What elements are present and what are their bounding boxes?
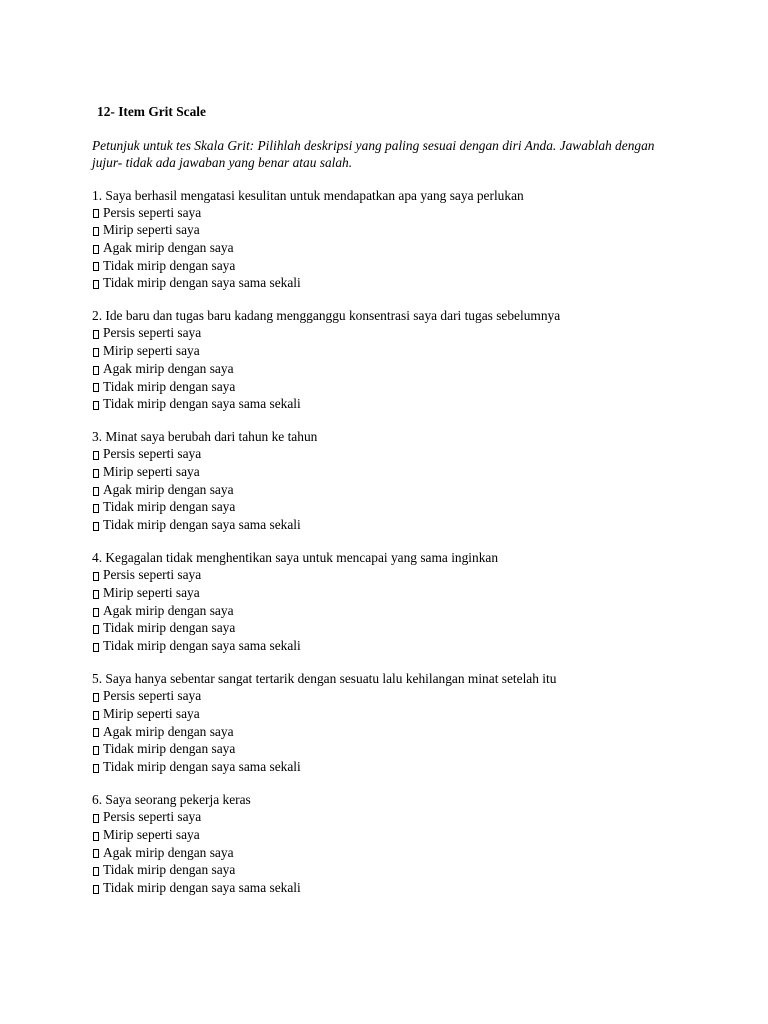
answer-option[interactable] [92,463,692,481]
checkbox-icon[interactable] [93,849,99,858]
answer-option[interactable] [92,705,692,723]
answer-option[interactable] [92,861,692,879]
question-text: 5. Saya hanya sebentar sangat tertarik dengan sesuatu lalu kehilangan minat setelah itu [92,671,557,687]
answer-option[interactable] [92,619,692,637]
checkbox-icon[interactable] [93,832,99,841]
option-label: Mirip seperti saya [103,826,200,842]
checkbox-icon[interactable] [93,487,99,496]
option-label: Persis seperti saya [103,446,202,462]
question-text: 4. Kegagalan tidak menghentikan saya untuk mencapai yang sama inginkan [92,550,499,566]
answer-option[interactable] [92,395,692,413]
option-label: Tidak mirip dengan saya sama sekali [103,517,301,533]
question-item [92,549,692,654]
checkbox-icon[interactable] [93,643,99,652]
option-label: Tidak mirip dengan saya sama sekali [103,759,301,774]
question-list [92,187,692,897]
checkbox-icon[interactable] [93,280,99,289]
option-label: Agak mirip dengan saya [103,723,234,739]
checkbox-icon[interactable] [93,504,99,513]
option-label: Mirip seperti saya [103,464,200,480]
document-page [92,102,692,897]
answer-option[interactable] [92,324,692,342]
option-label: Tidak mirip dengan saya [103,378,236,394]
option-label: Tidak mirip dengan saya sama sekali [103,638,301,654]
checkbox-icon[interactable] [93,348,99,357]
option-label: Tidak mirip dengan saya sama sekali [103,275,301,291]
option-label: Agak mirip dengan saya [103,360,234,376]
question-text: 3. Minat saya berubah dari tahun ke tahun [92,429,318,445]
option-label: Tidak mirip dengan saya [103,499,236,515]
question-item [92,428,692,533]
answer-option[interactable] [92,879,692,897]
option-label: Agak mirip dengan saya [103,844,234,860]
question-text: 6. Saya seorang pekerja keras [92,792,251,808]
option-label: Tidak mirip dengan saya sama sekali [103,396,301,412]
option-label: Tidak mirip dengan saya [103,257,236,273]
option-label: Agak mirip dengan saya [103,602,234,618]
option-label: Agak mirip dengan saya [103,481,234,497]
answer-option[interactable] [92,566,692,584]
checkbox-icon[interactable] [93,245,99,254]
instructions-text: Petunjuk untuk tes Skala Grit: Pilihlah deskripsi yang paling sesuai dengan diri Anda. Jawablah dengan jujur- tidak ada jawaban yang benar atau salah. [92,138,655,170]
option-label: Persis seperti saya [103,688,202,704]
option-label: Persis seperti saya [103,567,202,583]
answer-option[interactable] [92,723,692,741]
checkbox-icon[interactable] [93,209,99,218]
option-label: Tidak mirip dengan saya sama sekali [103,879,301,895]
answer-option[interactable] [92,516,692,534]
checkbox-icon[interactable] [93,383,99,392]
checkbox-icon[interactable] [93,366,99,375]
checkbox-icon[interactable] [93,469,99,478]
option-label: Tidak mirip dengan saya [103,620,236,636]
question-text: 2. Ide baru dan tugas baru kadang mengganggu konsentrasi saya dari tugas sebelumnya [92,308,561,324]
checkbox-icon[interactable] [93,330,99,339]
option-label: Mirip seperti saya [103,343,200,359]
question-item [92,670,692,775]
checkbox-icon[interactable] [93,625,99,634]
answer-option[interactable] [92,498,692,516]
answer-option[interactable] [92,204,692,222]
option-label: Persis seperti saya [103,809,202,825]
answer-option[interactable] [92,637,692,655]
option-label: Persis seperti saya [103,204,202,220]
option-label: Mirip seperti saya [103,585,200,600]
question-item [92,791,692,896]
answer-option[interactable] [92,378,692,396]
answer-option[interactable] [92,274,692,292]
checkbox-icon[interactable] [93,262,99,271]
checkbox-icon[interactable] [93,590,99,599]
answer-option[interactable] [92,740,692,758]
answer-option[interactable] [92,445,692,463]
answer-option[interactable] [92,584,692,602]
answer-option[interactable] [92,602,692,620]
answer-option[interactable] [92,687,692,705]
answer-option[interactable] [92,257,692,275]
option-label: Mirip seperti saya [103,222,200,238]
checkbox-icon[interactable] [93,711,99,720]
question-text: 1. Saya berhasil mengatasi kesulitan untuk mendapatkan apa yang saya perlukan [92,187,524,203]
checkbox-icon[interactable] [93,764,99,773]
checkbox-icon[interactable] [93,522,99,531]
answer-option[interactable] [92,826,692,844]
option-label: Tidak mirip dengan saya [103,862,236,878]
checkbox-icon[interactable] [93,451,99,460]
checkbox-icon[interactable] [93,885,99,894]
question-item [92,307,692,412]
answer-option[interactable] [92,758,692,776]
checkbox-icon[interactable] [93,401,99,410]
checkbox-icon[interactable] [93,693,99,702]
answer-option[interactable] [92,342,692,360]
checkbox-icon[interactable] [93,746,99,755]
option-label: Tidak mirip dengan saya [103,741,236,757]
answer-option[interactable] [92,239,692,257]
checkbox-icon[interactable] [93,867,99,876]
answer-option[interactable] [92,481,692,499]
option-label: Persis seperti saya [103,325,202,341]
answer-option[interactable] [92,844,692,862]
document-title: 12- Item Grit Scale [97,104,206,119]
checkbox-icon[interactable] [93,608,99,617]
answer-option[interactable] [92,221,692,239]
answer-option[interactable] [92,360,692,378]
option-label: Agak mirip dengan saya [103,239,234,255]
checkbox-icon[interactable] [93,814,99,823]
checkbox-icon[interactable] [93,572,99,581]
answer-option[interactable] [92,808,692,826]
option-label: Mirip seperti saya [103,705,200,721]
checkbox-icon[interactable] [93,227,99,236]
checkbox-icon[interactable] [93,728,99,737]
question-item [92,187,692,292]
